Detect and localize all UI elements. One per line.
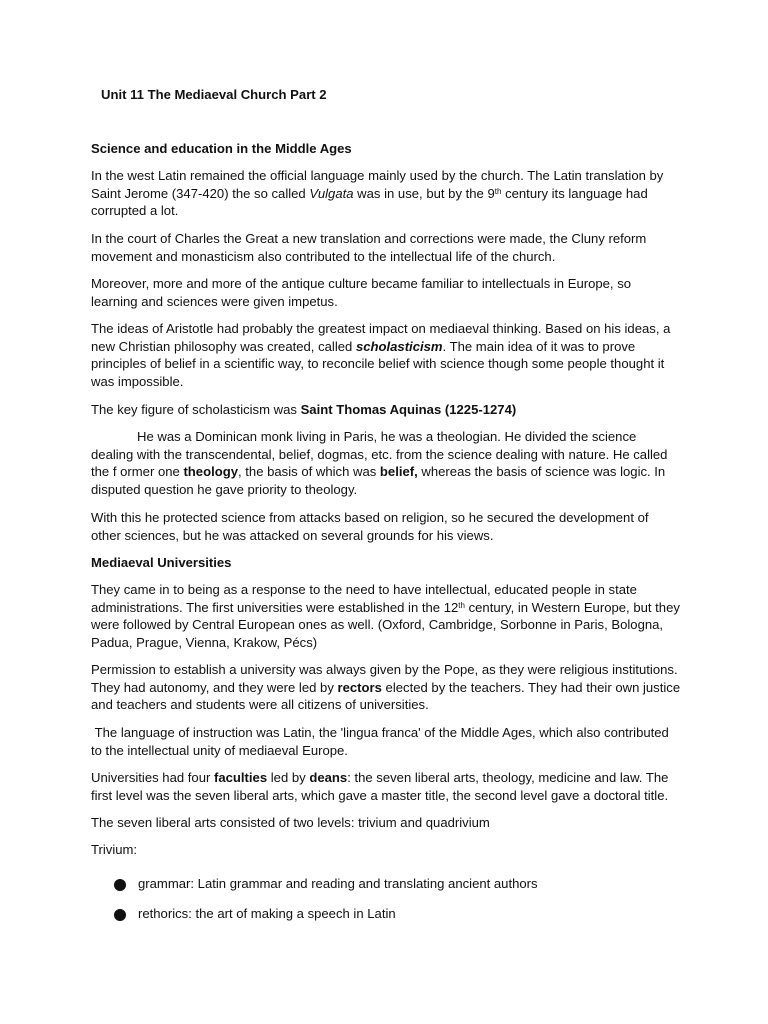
bullet-dot	[114, 879, 126, 891]
italic-term-vulgata: Vulgata	[309, 185, 354, 201]
paragraph-aristotle	[91, 320, 681, 390]
list-item: grammar: Latin grammar and reading and translating ancient authors	[138, 876, 538, 891]
paragraph-permission	[91, 661, 681, 714]
page-title: Unit 11 The Mediaeval Church Part 2	[101, 87, 327, 102]
text-span: The ideas of Aristotle had probably the greatest impact on mediaeval thinking. Based on his ideas, a new Christian philosophy was created, called	[91, 321, 671, 354]
term-belief: belief,	[379, 464, 418, 480]
superscript: th	[494, 186, 502, 196]
trivium-label: Trivium:	[91, 842, 138, 857]
text-span: Permission to establish a university was always given by the Pope, as they were religious institutions. They had autonomy, and they were led by	[91, 662, 678, 695]
superscript: th	[458, 600, 465, 610]
text-span: The key figure of scholasticism was	[91, 402, 301, 417]
text-span: , the basis of which was	[238, 464, 380, 480]
list-item: rethorics: the art of making a speech in Latin	[138, 906, 396, 921]
paragraph-liberal-arts: The seven liberal arts consisted of two levels: trivium and quadrivium	[91, 815, 490, 830]
bullet-dot	[114, 909, 126, 921]
text-span: . The main idea of it was to prove principles of belief in a scientific way, to reconcile belief with science though some people thought it was impossible.	[91, 338, 665, 389]
text-span: elected by the teachers. They had their own justice and teachers and students were all citizens of universities.	[91, 679, 681, 713]
text-span: century its language had corrupted a lot.	[91, 185, 648, 219]
paragraph-dominican	[91, 428, 681, 498]
text-span: They came in to being as a response to the need to have intellectual, educated people in state administrations. The first universities were established in the 12	[91, 582, 637, 615]
paragraph-key-figure	[91, 401, 681, 419]
paragraph-latin	[91, 167, 681, 220]
paragraph-protected: With this he protected science from attacks based on religion, so he secured the development of other sciences, but he was attacked on several grounds for his views.	[91, 510, 649, 543]
term-scholasticism: scholasticism	[355, 338, 443, 354]
paragraph-language: The language of instruction was Latin, the 'lingua franca' of the Middle Ages, which also contributed to the intellectual unity of mediaeval Europe.	[91, 725, 673, 758]
name-thomas-aquinas: Saint Thomas Aquinas (1225-1274)	[300, 402, 517, 417]
text-span: He was a Dominican monk living in Paris, he was a theologian. He divided the science dealing with the transcendental, belief, dogmas, etc. from the science dealing with nature. He called the f ormer one	[91, 429, 668, 480]
text-span: whereas the basis of science was logic. In disputed question he gave priority to theology.	[91, 464, 666, 497]
term-faculties: faculties	[214, 770, 268, 785]
text-span: In the west Latin remained the official language mainly used by the church. The Latin translation by Saint Jerome (347-420) the so called	[91, 168, 664, 201]
section-heading-universities: Mediaeval Universities	[91, 555, 232, 570]
paragraph-antique: Moreover, more and more of the antique culture became familiar to intellectuals in Europe, so learning and sciences were given impetus.	[91, 276, 632, 309]
term-deans: deans	[309, 770, 348, 785]
term-rectors: rectors	[337, 679, 382, 695]
text-span: Universities had four	[91, 770, 214, 785]
text-span: was in use, but by the 9	[353, 185, 495, 201]
text-span: century, in Western Europe, but they were followed by Central European ones as well. (Oxford, Cambridge, Sorbonne in Paris, Bologna, Padua, Prague, Vienna, Krakow, Pécs)	[91, 599, 680, 650]
section-heading-science: Science and education in the Middle Ages	[91, 141, 352, 156]
text-span: led by	[267, 770, 310, 785]
paragraph-faculties	[91, 769, 681, 804]
term-theology: theology	[183, 464, 238, 480]
paragraph-charles: In the court of Charles the Great a new translation and corrections were made, the Cluny reform movement and monasticism also contributed to the intellectual life of the church.	[91, 231, 647, 264]
paragraph-universities-origin	[91, 581, 681, 651]
text-span: : the seven liberal arts, theology, medicine and law. The first level was the seven liberal arts, which gave a master title, the second level gave a doctoral title.	[91, 770, 669, 803]
